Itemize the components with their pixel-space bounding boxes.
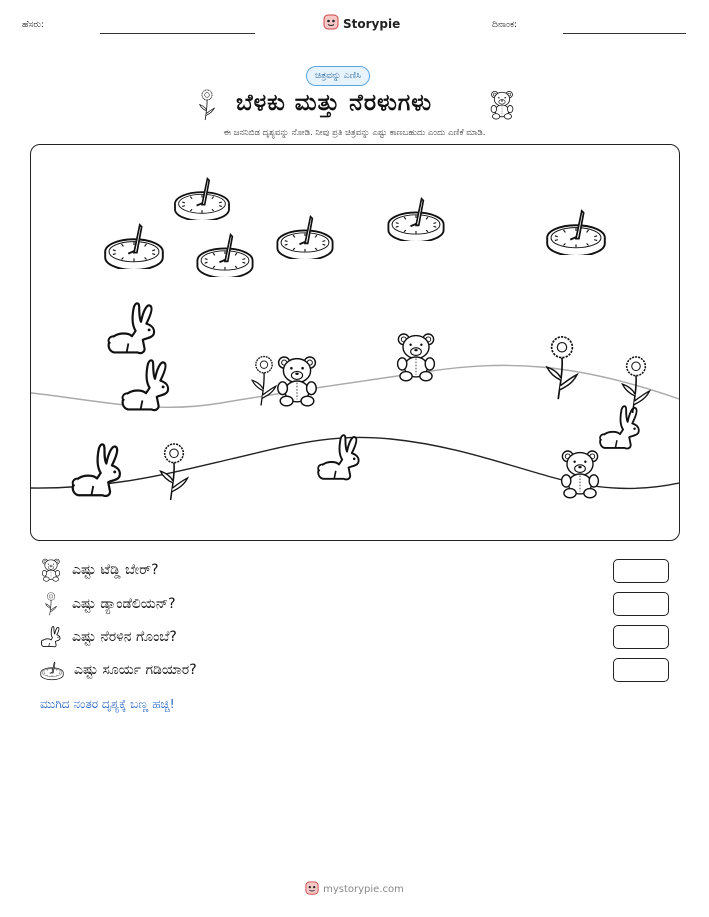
brand-name: Storypie [343, 16, 401, 31]
name-label: ಹೆಸರು: [22, 20, 45, 30]
question-text: ಎಷ್ಟು ಸೂರ್ಯ ಗಡಿಯಾರ? [74, 662, 197, 678]
question-row [40, 558, 159, 582]
answer-box-rabbit[interactable] [613, 625, 669, 649]
sundial [388, 199, 443, 242]
title-dandelion-icon [196, 89, 218, 125]
dandelion [252, 356, 276, 405]
brand-logo [323, 14, 400, 33]
coloring-note: ಮುಗಿದ ನಂತರ ದೃಶ್ಯಕ್ಕೆ ಬಣ್ಣ ಹಚ್ಚಿ! [40, 697, 175, 711]
activity-badge: ಚಿತ್ರವನ್ನು ಎಣಿಸಿ [306, 66, 370, 86]
dandelion [160, 444, 187, 500]
question-row [40, 658, 197, 682]
sundial [175, 179, 229, 221]
dandelion-icon [40, 592, 62, 616]
rabbit [73, 444, 120, 496]
answer-box-sundial[interactable] [613, 658, 669, 682]
title-teddy-bear-icon [488, 90, 516, 124]
name-line[interactable] [100, 33, 255, 34]
page-title: ಬೆಳಕು ಮತ್ತು ನೆರಳುಗಳು [236, 90, 433, 116]
question-text: ಎಷ್ಟು ನೆರಳಿನ ಗೊಂಬೆ? [72, 629, 177, 645]
sundial-icon [40, 658, 64, 682]
rabbit [318, 435, 358, 479]
sundial [105, 225, 163, 270]
question-text: ಎಷ್ಟು ಟೆಡ್ಡಿ ಬೇರ್? [72, 562, 159, 578]
sundial [277, 217, 332, 260]
footer [0, 881, 709, 898]
date-line[interactable] [563, 33, 686, 34]
question-row [40, 625, 177, 649]
sundial [197, 235, 252, 278]
date-label: ದಿನಾಂಕ: [492, 20, 518, 30]
instructions: ಈ ಜನನಿಬಿಡ ದೃಶ್ಯವನ್ನು ನೋಡಿ. ನೀವು ಪ್ರತಿ ಚಿತ್ರವನ್ನು ಎಷ್ಟು ಕಾಣಬಹುದು ಎಂದು ಎಣಿಕೆ ಮಾಡಿ. [223, 128, 486, 138]
teddy-bear [278, 357, 316, 406]
dandelion [622, 357, 649, 413]
storypie-footer-icon [305, 881, 319, 898]
counting-scene [30, 144, 680, 541]
rabbit [123, 360, 169, 410]
answer-box-dandelion[interactable] [613, 592, 669, 616]
question-text: ಎಷ್ಟು ಡ್ಯಾಂಡೆಲಿಯನ್? [72, 596, 176, 612]
scene-illustration [31, 145, 679, 540]
storypie-logo-icon [323, 14, 339, 33]
rabbit [109, 303, 155, 353]
teddy-bear [398, 334, 435, 381]
teddy-bear-icon [40, 558, 62, 582]
sundial [547, 211, 605, 256]
rabbit-icon [40, 625, 62, 649]
question-row [40, 592, 176, 616]
answer-box-teddy-bear[interactable] [613, 559, 669, 583]
footer-url[interactable]: mystorypie.com [323, 884, 404, 895]
teddy-bear [562, 451, 599, 498]
